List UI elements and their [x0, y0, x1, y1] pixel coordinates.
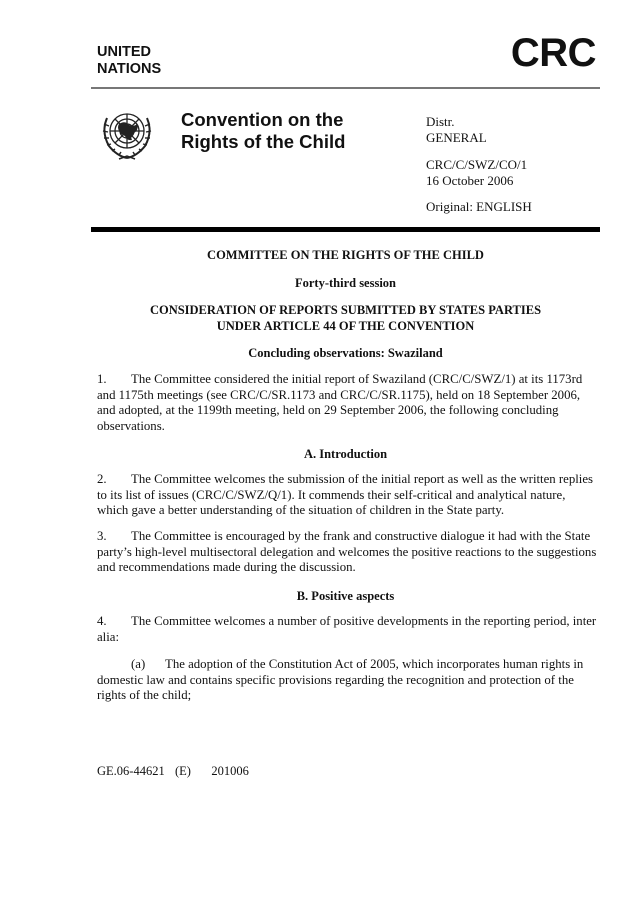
- paragraph-number: 2.: [97, 472, 107, 486]
- consideration-heading-line1: CONSIDERATION OF REPORTS SUBMITTED BY STATES PARTIES: [149, 303, 542, 317]
- title-divider: [91, 227, 600, 232]
- paragraph-2: [97, 472, 597, 519]
- distribution-label: Distr.: [426, 114, 455, 129]
- section-a-heading: A. Introduction: [303, 447, 388, 461]
- org-name: [97, 44, 161, 78]
- paragraph-number: 3.: [97, 529, 107, 543]
- paragraph-number: 1.: [97, 372, 107, 386]
- paragraph-4: [97, 614, 597, 645]
- paragraph-text: The Committee welcomes the submission of the initial report as well as the written replies to its list of issues (CRC/C/SWZ/Q/1). It commends their self-critical and analytical nature, which gave a better understanding of the situation of children in the State party.: [97, 472, 594, 518]
- session-heading: Forty-third session: [294, 276, 397, 290]
- document-symbol: CRC/C/SWZ/CO/1: [426, 157, 528, 172]
- org-name-line1: UNITED: [97, 44, 151, 60]
- document-date: 16 October 2006: [426, 173, 514, 188]
- paragraph-1: [97, 372, 597, 435]
- job-number: GE.06-44621 (E) 201006: [97, 764, 249, 778]
- subitem-a: [97, 657, 597, 704]
- concluding-observations-heading: Concluding observations: Swaziland: [248, 346, 443, 360]
- paragraph-text: The Committee is encouraged by the frank and constructive dialogue it had with the State party’s high-level multisectoral delegation and welcomes the positive reactions to the suggestions and recommendations made during the discussion.: [97, 529, 597, 575]
- paragraph-text: The Committee welcomes a number of positive developments in the reporting period, inter alia:: [97, 614, 597, 644]
- paragraph-3: [97, 529, 597, 576]
- document-title-line2: Rights of the Child: [181, 131, 346, 152]
- consideration-heading: [91, 302, 600, 334]
- document-series-symbol: CRC: [510, 31, 596, 75]
- paragraph-text: The Committee considered the initial report of Swaziland (CRC/C/SWZ/1) at its 1173rd and 1175th meetings (see CRC/C/SR.1173 and CRC/C/SR.1175), held on 18 September 2006, and adopted, at the 1199th meeting, held on 29 September 2006, the following concluding observations.: [97, 372, 583, 434]
- distribution: [426, 114, 487, 146]
- org-name-line2: NATIONS: [97, 61, 162, 77]
- header-divider: [91, 87, 600, 89]
- consideration-heading-line2: UNDER ARTICLE 44 OF THE CONVENTION: [216, 319, 475, 333]
- document-title-line1: Convention on the: [181, 109, 344, 130]
- document-reference: [426, 157, 527, 189]
- original-language: Original: ENGLISH: [426, 199, 532, 214]
- committee-heading: COMMITTEE ON THE RIGHTS OF THE CHILD: [207, 248, 484, 262]
- distribution-value: GENERAL: [426, 130, 487, 145]
- document-title: [181, 109, 345, 153]
- paragraph-number: 4.: [97, 614, 107, 628]
- section-b-heading: B. Positive aspects: [296, 589, 395, 603]
- subitem-text: The adoption of the Constitution Act of 2005, which incorporates human rights in domestic law and contains specific provisions regarding the recognition and protection of the rights of the child;: [97, 657, 584, 703]
- un-emblem-icon: [95, 104, 159, 166]
- subitem-label: (a): [131, 657, 146, 671]
